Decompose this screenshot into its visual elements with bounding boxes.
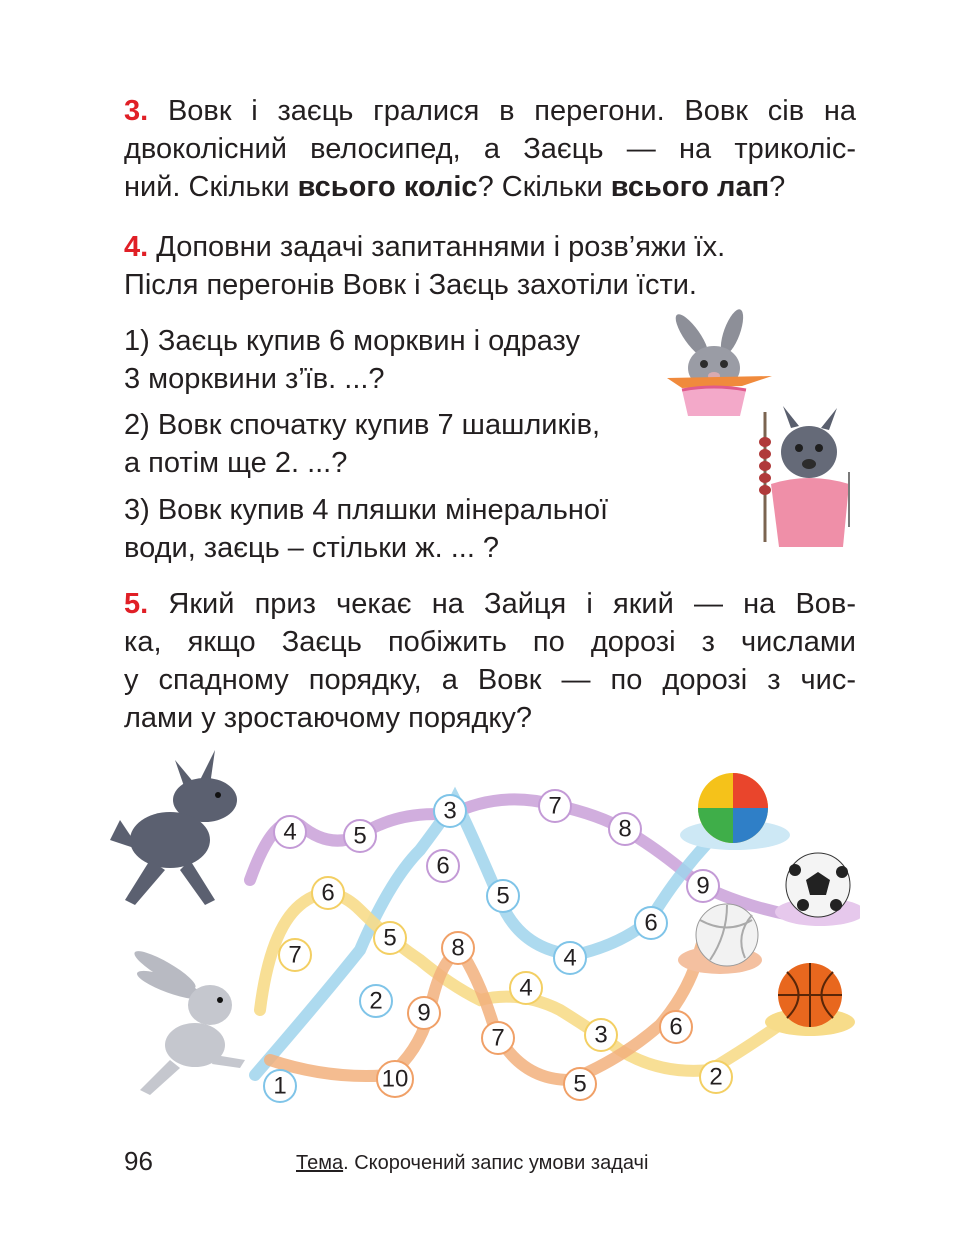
number-circle [487, 880, 519, 912]
number-circle [585, 1019, 617, 1051]
maze-number: 7 [491, 1024, 505, 1052]
number-circle [279, 939, 311, 971]
orange-path [270, 930, 720, 1080]
task-5-line-2: ка, якщо Заєць побіжить по дорозі з числами [124, 626, 856, 658]
number-circle [274, 816, 306, 848]
maze-number: 2 [369, 987, 383, 1015]
task-4-problem-1a: 1) Заєць купив 6 морквин і одразу [124, 325, 580, 357]
number-circle [374, 922, 406, 954]
maze-number: 3 [443, 797, 457, 825]
task-4-problem-1b: 3 морквини з’їв. ...? [124, 363, 385, 395]
task-3-line-2: двоколісний велосипед, а Заєць — на триколіс- [124, 133, 856, 165]
maze-number: 6 [321, 879, 335, 907]
task-3-line-3a: ний. Скільки [124, 171, 298, 203]
maze-illustration [100, 745, 860, 1120]
maze-number: 5 [573, 1070, 587, 1098]
number-circle [264, 1070, 296, 1102]
number-circle [554, 942, 586, 974]
number-circle [687, 870, 719, 902]
basketball-prize [765, 963, 855, 1036]
task-4-number: 4. [124, 231, 149, 263]
number-circle [609, 813, 641, 845]
number-circle [360, 985, 392, 1017]
number-circle [427, 850, 459, 882]
maze-number: 8 [618, 815, 632, 843]
task-3-line-3e: ? [769, 171, 786, 203]
task-4-problem-3b: води, заєць – стільки ж. ... ? [124, 532, 500, 564]
task-4-problem-2b: а потім ще 2. ...? [124, 447, 348, 479]
volleyball-prize [678, 904, 762, 974]
maze-number: 5 [353, 822, 367, 850]
running-wolf-illustration [110, 750, 237, 905]
maze-number: 9 [696, 872, 710, 900]
maze-number: 4 [519, 974, 533, 1002]
maze-number: 6 [669, 1013, 683, 1041]
task-3 [124, 92, 856, 206]
maze-number: 3 [594, 1021, 608, 1049]
maze-number: 9 [417, 999, 431, 1027]
number-circle [635, 907, 667, 939]
maze-number: 4 [563, 944, 577, 972]
task-5-line-1: Який приз чекає на Зайця і який — на Вов- [168, 588, 856, 620]
number-circle [442, 932, 474, 964]
number-circle [408, 997, 440, 1029]
soccer-ball-prize [775, 853, 860, 926]
page-number: 96 [124, 1146, 153, 1176]
number-circle [510, 972, 542, 1004]
number-circle [564, 1068, 596, 1100]
maze-number: 5 [496, 882, 510, 910]
maze-number: 5 [383, 924, 397, 952]
task-4-problem-2a: 2) Вовк спочатку купив 7 шашликів, [124, 409, 601, 441]
task-5-number: 5. [124, 588, 149, 620]
maze-number: 6 [436, 852, 450, 880]
task-3-bold-paws: всього лап [610, 171, 770, 203]
task-4-problem-3a: 3) Вовк купив 4 пляшки мінеральної [124, 494, 609, 526]
task-5-line-4: лами у зростаючому порядку? [124, 702, 533, 734]
number-circle [312, 877, 344, 909]
maze-number: 2 [709, 1063, 723, 1091]
maze-number: 7 [548, 792, 562, 820]
number-circle [344, 820, 376, 852]
task-4-line-2: Після перегонів Вовк і Заєць захотіли їсти. [124, 269, 697, 301]
number-circle [539, 790, 571, 822]
topic-label: Тема [296, 1152, 344, 1174]
maze-number: 7 [288, 941, 302, 969]
task-3-line-1: Вовк і заєць гралися в перегони. Вовк сів на [167, 95, 856, 127]
task-5-line-3: у спадному порядку, а Вовк — по дорозі з чис- [124, 664, 856, 696]
task-4-line-1: Доповни задачі запитаннями і розв’яжи їх. [156, 231, 726, 263]
number-circle [377, 1061, 413, 1097]
maze-number: 6 [644, 909, 658, 937]
colorful-ball-prize [680, 773, 790, 850]
task-4 [124, 228, 824, 304]
number-circle [434, 795, 466, 827]
page-topic [296, 1152, 648, 1175]
maze-number: 8 [451, 934, 465, 962]
maze-number: 1 [273, 1072, 287, 1100]
number-circle [482, 1022, 514, 1054]
task-3-bold-wheels: всього коліс [297, 171, 478, 203]
maze-number: 4 [283, 818, 297, 846]
running-rabbit-illustration [131, 946, 245, 1095]
wolf-with-kebab-illustration [743, 402, 861, 552]
maze-number: 10 [381, 1065, 409, 1093]
number-circle [700, 1061, 732, 1093]
topic-text: . Скорочений запис умови задачі [343, 1152, 649, 1174]
task-3-line-3c: ? Скільки [477, 171, 611, 203]
task-5 [124, 585, 856, 737]
number-circle [660, 1011, 692, 1043]
task-3-number: 3. [124, 95, 149, 127]
